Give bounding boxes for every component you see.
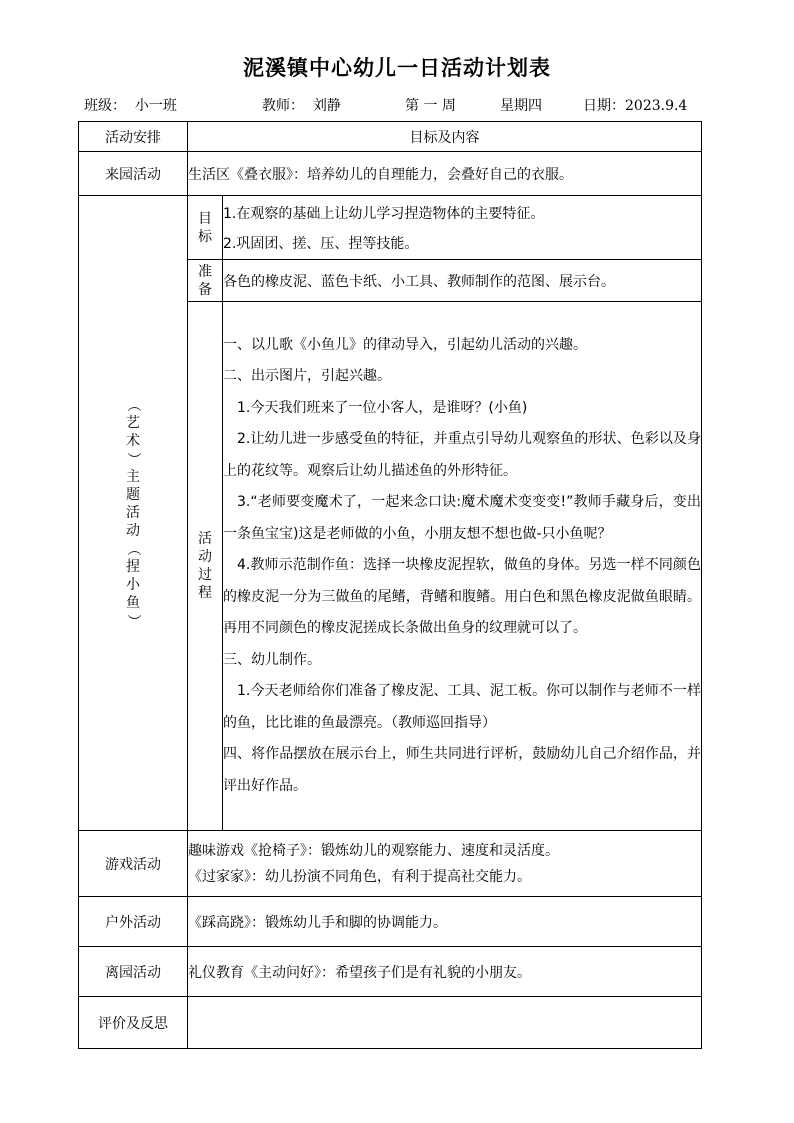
table-header-row (79, 122, 702, 152)
header-content: 目标及内容 (188, 122, 702, 152)
week-info: 第 一 周 (405, 98, 456, 114)
goal-content (223, 196, 702, 260)
class-value: 小一班 (134, 98, 177, 114)
arrival-content: 生活区《叠衣服》：培养幼儿的自理能力，会叠好自己的衣服。 (188, 152, 702, 196)
process-step: 1.今天老师给你们准备了橡皮泥、工具、泥工板。你可以制作与老师不一样的鱼，比比谁的鱼最漂亮。（教师巡回指导） (223, 683, 701, 731)
goal-item: 2.巩固团、搓、压、捏等技能。 (223, 235, 419, 252)
reflection-row (79, 997, 702, 1049)
process-step: 一、以儿歌《小鱼儿》的律动导入，引起幼儿活动的兴趣。 (223, 336, 587, 353)
process-step: 1.今天我们班来了一位小客人，是谁呀？(小鱼) (237, 399, 528, 416)
outdoor-content: 《踩高跷》：锻炼幼儿手和脚的协调能力。 (188, 897, 702, 947)
leave-label: 离园活动 (79, 947, 188, 997)
date-label: 日期： (583, 98, 625, 114)
outdoor-label: 户外活动 (79, 897, 188, 947)
game-content (188, 831, 702, 897)
teacher-value: 刘静 (312, 98, 341, 114)
prep-label: 准 备 (188, 260, 223, 302)
process-step: 3.“老师要变魔术了，一起来念口诀:魔术魔术变变变!”教师手藏身后，变出一条鱼宝宝)这是老师做的小鱼，小朋友想不想也做-只小鱼呢？ (223, 494, 701, 542)
weekday-info: 星期四 (500, 98, 542, 114)
theme-label-vertical: （ 艺 术 ） 主 题 活 动 （ 捏 小 鱼 ） (125, 398, 141, 628)
process-step: 二、出示图片，引起兴趣。 (223, 368, 391, 385)
outdoor-row (79, 897, 702, 947)
arrival-row (79, 152, 702, 196)
leave-content: 礼仪教育《主动问好》：希望孩子们是有礼貌的小朋友。 (188, 947, 702, 997)
date-value: 2023.9.4 (625, 98, 688, 114)
date-info (583, 95, 687, 115)
reflection-label: 评价及反思 (79, 997, 188, 1049)
class-label: 班级： (84, 98, 126, 114)
game-row (79, 831, 702, 897)
theme-label (79, 196, 188, 831)
reflection-content[interactable] (188, 997, 702, 1049)
process-step: 四、将作品摆放在展示台上，师生共同进行评析，鼓励幼儿自己介绍作品，并评出好作品。 (223, 746, 701, 794)
process-step: 4.教师示范制作鱼：选择一块橡皮泥捏软，做鱼的身体。另选一样不同颜色的橡皮泥一分为三做鱼的尾鳍，背鳍和腹鳍。用白色和黑色橡皮泥做鱼眼睛。再用不同颜色的橡皮泥搓成长条做出鱼身的纹理就可以了。 (223, 557, 701, 637)
game-item: 趣味游戏《抢椅子》：锻炼幼儿的观察能力、速度和灵活度。 (188, 842, 559, 859)
theme-goal-row (79, 196, 702, 260)
goal-item: 1.在观察的基础上让幼儿学习捏造物体的主要特征。 (223, 205, 545, 222)
teacher-info (262, 95, 341, 115)
page-title: 泥溪镇中心幼儿一日活动计划表 (243, 55, 551, 80)
activity-plan-table (78, 121, 702, 1049)
goal-label: 目 标 (188, 196, 223, 260)
process-label: 活 动 过 程 (188, 302, 223, 831)
game-item: 《过家家》：幼儿扮演不同角色，有利于提高社交能力。 (188, 868, 531, 885)
header-activity: 活动安排 (79, 122, 188, 152)
leave-row (79, 947, 702, 997)
class-info (84, 95, 177, 115)
process-content (223, 302, 702, 831)
game-label: 游戏活动 (79, 831, 188, 897)
process-step: 三、幼儿制作。 (223, 651, 321, 668)
prep-content: 各色的橡皮泥、蓝色卡纸、小工具、教师制作的范图、展示台。 (223, 260, 702, 302)
process-step: 2.让幼儿进一步感受鱼的特征，并重点引导幼儿观察鱼的形状、色彩以及身上的花纹等。观察后让幼儿描述鱼的外形特征。 (223, 431, 701, 479)
arrival-label: 来园活动 (79, 152, 188, 196)
teacher-label: 教师： (262, 98, 304, 114)
